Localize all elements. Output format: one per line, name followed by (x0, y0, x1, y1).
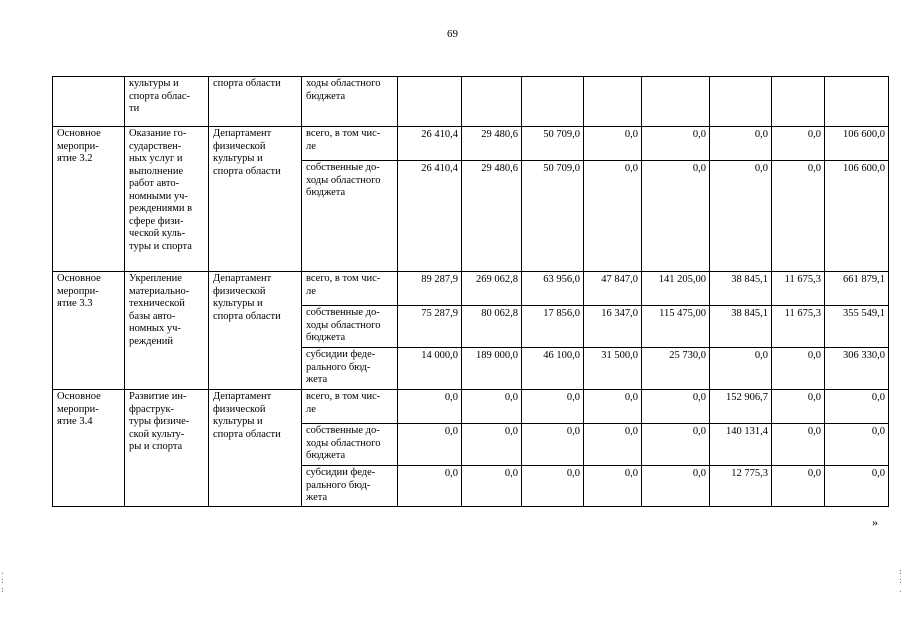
value-cell: 0,0 (642, 424, 710, 466)
funding-source-cell: субсидии феде- рального бюд- жета (302, 348, 398, 390)
total-value-cell: 106 600,0 (825, 161, 889, 272)
total-value-cell: 306 330,0 (825, 348, 889, 390)
value-cell: 25 730,0 (642, 348, 710, 390)
value-cell: 0,0 (710, 348, 772, 390)
value-cell: 16 347,0 (584, 306, 642, 348)
value-cell (522, 77, 584, 127)
value-cell: 0,0 (398, 466, 462, 507)
funding-source-cell: ходы областного бюджета (302, 77, 398, 127)
value-cell: 80 062,8 (462, 306, 522, 348)
event-description-cell: Оказание го- сударствен- ных услуг и выполнение работ авто- номными уч- реждениями в сфере физи- ческой куль- туры и спорта (125, 127, 209, 272)
table-row (53, 77, 889, 127)
value-cell: 189 000,0 (462, 348, 522, 390)
value-cell: 75 287,9 (398, 306, 462, 348)
value-cell: 63 956,0 (522, 272, 584, 306)
value-cell: 38 845,1 (710, 306, 772, 348)
funding-source-cell: всего, в том чис- ле (302, 272, 398, 306)
value-cell: 11 675,3 (772, 272, 825, 306)
value-cell: 0,0 (642, 390, 710, 424)
event-name-cell: Основное меропри- ятие 3.3 (53, 272, 125, 390)
value-cell: 0,0 (584, 161, 642, 272)
value-cell: 0,0 (584, 424, 642, 466)
total-value-cell: 0,0 (825, 424, 889, 466)
table-row (53, 390, 889, 424)
value-cell (398, 77, 462, 127)
value-cell: 0,0 (462, 466, 522, 507)
funding-source-cell: всего, в том чис- ле (302, 127, 398, 161)
value-cell: 0,0 (522, 466, 584, 507)
total-value-cell (825, 77, 889, 127)
value-cell: 141 205,00 (642, 272, 710, 306)
value-cell: 0,0 (584, 127, 642, 161)
closing-quote-mark: » (872, 515, 878, 529)
value-cell: 29 480,6 (462, 161, 522, 272)
value-cell: 46 100,0 (522, 348, 584, 390)
right-margin-mark: : : . (898, 567, 903, 594)
value-cell: 0,0 (398, 390, 462, 424)
value-cell: 50 709,0 (522, 127, 584, 161)
value-cell: 0,0 (398, 424, 462, 466)
funding-source-cell: субсидии феде- рального бюд- жета (302, 466, 398, 507)
left-margin-mark: . : : (0, 567, 5, 594)
page-number: 69 (447, 28, 458, 40)
value-cell: 11 675,3 (772, 306, 825, 348)
total-value-cell: 355 549,1 (825, 306, 889, 348)
total-value-cell: 0,0 (825, 466, 889, 507)
executor-cell: Департамент физической культуры и спорта области (209, 127, 302, 272)
event-name-cell: Основное меропри- ятие 3.2 (53, 127, 125, 272)
value-cell: 0,0 (642, 127, 710, 161)
event-name-cell: Основное меропри- ятие 3.4 (53, 390, 125, 507)
event-name-cell (53, 77, 125, 127)
total-value-cell: 0,0 (825, 390, 889, 424)
value-cell: 17 856,0 (522, 306, 584, 348)
value-cell: 0,0 (710, 127, 772, 161)
executor-cell: Департамент физической культуры и спорта области (209, 390, 302, 507)
table-row (53, 127, 889, 161)
funding-source-cell: собственные до- ходы областного бюджета (302, 306, 398, 348)
value-cell: 0,0 (772, 348, 825, 390)
executor-cell: спорта области (209, 77, 302, 127)
budget-table (52, 76, 889, 507)
value-cell (642, 77, 710, 127)
event-description-cell: Укрепление материально- технической базы авто- номных уч- реждений (125, 272, 209, 390)
value-cell: 0,0 (772, 161, 825, 272)
value-cell: 115 475,00 (642, 306, 710, 348)
value-cell: 38 845,1 (710, 272, 772, 306)
value-cell: 0,0 (462, 390, 522, 424)
value-cell: 14 000,0 (398, 348, 462, 390)
value-cell: 269 062,8 (462, 272, 522, 306)
event-description-cell: культуры и спорта облас- ти (125, 77, 209, 127)
value-cell: 0,0 (772, 390, 825, 424)
value-cell: 26 410,4 (398, 127, 462, 161)
value-cell: 140 131,4 (710, 424, 772, 466)
value-cell: 29 480,6 (462, 127, 522, 161)
value-cell (462, 77, 522, 127)
value-cell: 47 847,0 (584, 272, 642, 306)
value-cell: 0,0 (642, 161, 710, 272)
value-cell: 0,0 (522, 424, 584, 466)
value-cell: 26 410,4 (398, 161, 462, 272)
funding-source-cell: собственные до- ходы областного бюджета (302, 161, 398, 272)
event-description-cell: Развитие ин- фраструк- туры физиче- ской культу- ры и спорта (125, 390, 209, 507)
table-row (53, 272, 889, 306)
value-cell: 0,0 (584, 466, 642, 507)
value-cell: 152 906,7 (710, 390, 772, 424)
value-cell: 31 500,0 (584, 348, 642, 390)
value-cell: 0,0 (584, 390, 642, 424)
value-cell: 50 709,0 (522, 161, 584, 272)
value-cell (710, 77, 772, 127)
value-cell: 0,0 (710, 161, 772, 272)
value-cell: 0,0 (772, 424, 825, 466)
value-cell: 12 775,3 (710, 466, 772, 507)
value-cell: 0,0 (772, 466, 825, 507)
funding-source-cell: всего, в том чис- ле (302, 390, 398, 424)
value-cell (584, 77, 642, 127)
total-value-cell: 661 879,1 (825, 272, 889, 306)
value-cell: 0,0 (642, 466, 710, 507)
value-cell: 0,0 (772, 127, 825, 161)
value-cell: 0,0 (522, 390, 584, 424)
value-cell (772, 77, 825, 127)
value-cell: 89 287,9 (398, 272, 462, 306)
executor-cell: Департамент физической культуры и спорта области (209, 272, 302, 390)
total-value-cell: 106 600,0 (825, 127, 889, 161)
funding-source-cell: собственные до- ходы областного бюджета (302, 424, 398, 466)
value-cell: 0,0 (462, 424, 522, 466)
